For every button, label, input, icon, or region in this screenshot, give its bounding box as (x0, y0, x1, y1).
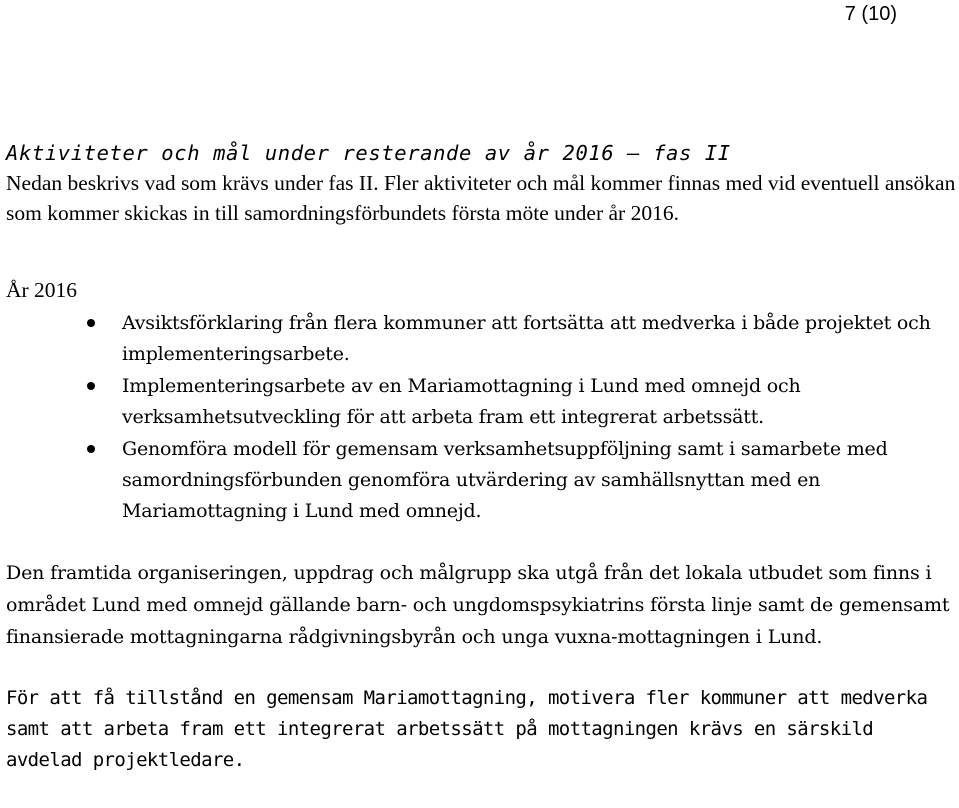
intro-paragraph: Nedan beskrivs vad som krävs under fas II. Fler aktiviteter och mål kommer finnas med vid eventuell ansökan som kommer skickas in till samordningsförbundets första möte under år 2016. (6, 171, 956, 225)
list-item-text: Genomföra modell för gemensam verksamhetsuppföljning samt i samarbete med samordningsförbunden genomföra utvärdering av samhällsnyttan med en Mariamottagning i Lund med omnejd. (122, 438, 888, 522)
bullet-icon (87, 382, 95, 390)
bullet-icon (87, 445, 95, 453)
year-label: År 2016 (6, 278, 78, 302)
activity-list (6, 308, 958, 527)
list-item (122, 371, 958, 433)
page-number: 7 (10) (844, 3, 897, 25)
list-item-text: Avsiktsförklaring från flera kommuner att fortsätta att medverka i både projektet och implementeringsarbete. (122, 312, 931, 365)
list-item-text: Implementeringsarbete av en Mariamottagning i Lund med omnejd och verksamhetsutveckling för att arbeta fram ett integrerat arbetssätt. (122, 375, 801, 428)
section-heading: Aktiviteter och mål under resterande av år 2016 – fas II (6, 141, 731, 165)
document-body (6, 138, 958, 776)
project-lead-paragraph: För att få tillstånd en gemensam Mariamottagning, motivera fler kommuner att medverka samt att arbeta fram ett integrerat arbetssätt på mottagningen krävs en särskild avdelad projektledare. (6, 687, 928, 771)
organisation-paragraph: Den framtida organiseringen, uppdrag och målgrupp ska utgå från det lokala utbudet som finns i området Lund med omnejd gällande barn- och ungdomspsykiatrins första linje samt de gemensamt finansierade mottagningarna rådgivningsbyrån och unga vuxna-mottagningen i Lund. (6, 562, 950, 648)
bullet-icon (87, 319, 95, 327)
list-item (122, 434, 958, 527)
list-item (122, 308, 958, 370)
